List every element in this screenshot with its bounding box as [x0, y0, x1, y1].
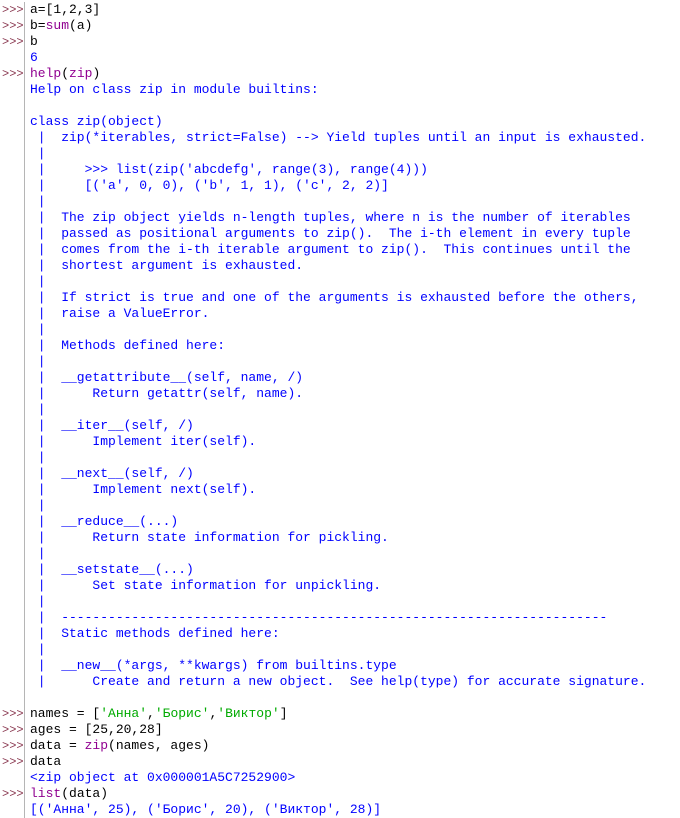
shell-line — [0, 130, 680, 146]
code-segment-code: data = — [30, 738, 85, 753]
gutter-cell — [0, 450, 25, 466]
shell-line — [0, 498, 680, 514]
shell-line — [0, 626, 680, 642]
gutter-cell — [0, 114, 25, 130]
line-content — [25, 226, 631, 242]
code-segment-output: | — [30, 194, 46, 209]
gutter-cell — [0, 578, 25, 594]
code-segment-output: 6 — [30, 50, 38, 65]
shell-line — [0, 242, 680, 258]
shell-line — [0, 370, 680, 386]
gutter-cell — [0, 306, 25, 322]
gutter-cell — [0, 130, 25, 146]
shell-line — [0, 322, 680, 338]
code-segment-code: names = [ — [30, 706, 101, 721]
line-content — [25, 626, 280, 642]
shell-prompt: >>> — [2, 67, 24, 81]
shell-prompt: >>> — [2, 3, 24, 17]
code-segment-output: | — [30, 498, 46, 513]
code-segment-builtin: list — [30, 786, 62, 801]
gutter-cell — [0, 338, 25, 354]
gutter-cell — [0, 290, 25, 306]
code-segment-output: | Return state information for pickling. — [30, 530, 389, 545]
code-segment-code: ( — [61, 66, 70, 81]
line-content — [25, 34, 38, 50]
code-segment-output: | — [30, 546, 46, 561]
shell-line — [0, 450, 680, 466]
line-content — [25, 162, 428, 178]
code-segment-output: | __reduce__(...) — [30, 514, 179, 529]
line-content — [25, 434, 256, 450]
shell-line — [0, 18, 680, 34]
shell-prompt: >>> — [2, 787, 24, 801]
shell-line — [0, 722, 680, 738]
code-segment-output: [('Анна', 25), ('Борис', 20), ('Виктор', 28)] — [30, 802, 382, 817]
shell-line — [0, 354, 680, 370]
shell-line — [0, 274, 680, 290]
code-segment-code: (data) — [61, 786, 109, 801]
code-segment-builtin: help — [30, 66, 62, 81]
line-content — [25, 66, 100, 82]
line-content — [25, 210, 631, 226]
code-segment-code: a=[1,2,3] — [30, 2, 101, 17]
line-content — [25, 594, 46, 610]
gutter-cell — [0, 322, 25, 338]
gutter-cell — [0, 610, 25, 626]
line-content — [25, 82, 319, 98]
gutter-cell — [0, 258, 25, 274]
code-segment-output: | — [30, 450, 46, 465]
gutter-cell — [0, 274, 25, 290]
shell-line — [0, 418, 680, 434]
line-content — [25, 290, 639, 306]
line-content — [25, 674, 646, 690]
shell-line — [0, 258, 680, 274]
gutter-cell — [0, 466, 25, 482]
shell-line — [0, 786, 680, 802]
shell-line — [0, 642, 680, 658]
shell-line — [0, 738, 680, 754]
code-segment-output: | — [30, 322, 46, 337]
line-content — [25, 450, 46, 466]
line-content — [25, 658, 397, 674]
gutter-cell — [0, 498, 25, 514]
shell-line — [0, 338, 680, 354]
line-content — [25, 2, 100, 18]
line-content — [25, 482, 256, 498]
line-content — [25, 642, 46, 658]
gutter-cell — [0, 802, 25, 818]
code-segment-output: | The zip object yields n-length tuples, where n is the number of iterables — [30, 210, 631, 225]
shell-line — [0, 34, 680, 50]
shell-line — [0, 146, 680, 162]
code-segment-builtin: zip — [69, 66, 93, 81]
code-segment-output: | Set state information for unpickling. — [30, 578, 382, 593]
line-content — [25, 146, 46, 162]
code-segment-output: | Implement next(self). — [30, 482, 257, 497]
gutter-cell — [0, 386, 25, 402]
gutter-cell — [0, 770, 25, 786]
shell-line — [0, 402, 680, 418]
code-segment-output: | Implement iter(self). — [30, 434, 257, 449]
line-content — [25, 194, 46, 210]
code-segment-output: | comes from the i-th iterable argument to zip(). This continues until the — [30, 242, 631, 257]
code-segment-code: b — [30, 34, 38, 49]
gutter-cell — [0, 194, 25, 210]
shell-line — [0, 178, 680, 194]
shell-line — [0, 194, 680, 210]
line-content — [25, 338, 225, 354]
shell-line — [0, 434, 680, 450]
shell-line — [0, 514, 680, 530]
shell-line — [0, 82, 680, 98]
shell-line — [0, 50, 680, 66]
code-segment-code: ages = [25,20,28] — [30, 722, 163, 737]
line-content — [25, 722, 163, 738]
shell-line — [0, 114, 680, 130]
gutter-cell — [0, 546, 25, 562]
line-content — [25, 738, 209, 754]
gutter-cell — [0, 226, 25, 242]
code-segment-output: Help on class zip in module builtins: — [30, 82, 319, 97]
gutter-cell — [0, 434, 25, 450]
shell-line — [0, 466, 680, 482]
gutter-cell — [0, 242, 25, 258]
gutter-cell — [0, 658, 25, 674]
code-segment-string: 'Борис' — [154, 706, 210, 721]
line-content — [25, 306, 209, 322]
line-content — [25, 50, 38, 66]
code-segment-builtin: zip — [84, 738, 109, 753]
line-content — [25, 18, 92, 34]
code-segment-output: | __new__(*args, **kwargs) from builtins.type — [30, 658, 397, 673]
gutter-cell — [0, 562, 25, 578]
line-content — [25, 322, 46, 338]
line-content — [25, 242, 631, 258]
code-segment-output: | __getattribute__(self, name, /) — [30, 370, 304, 385]
line-content — [25, 114, 163, 130]
line-content — [25, 610, 607, 626]
line-content — [25, 274, 46, 290]
code-segment-output: | __setstate__(...) — [30, 562, 194, 577]
code-segment-output: | — [30, 354, 46, 369]
code-segment-output: | Create and return a new object. See help(type) for accurate signature. — [30, 674, 647, 689]
shell-line — [0, 386, 680, 402]
gutter-cell — [0, 690, 25, 706]
gutter-cell — [0, 418, 25, 434]
shell-prompt: >>> — [2, 755, 24, 769]
shell-line — [0, 162, 680, 178]
code-segment-code: b= — [30, 18, 46, 33]
code-segment-builtin: sum — [45, 18, 70, 33]
shell-line — [0, 706, 680, 722]
code-segment-string: 'Анна' — [100, 706, 148, 721]
shell-prompt: >>> — [2, 707, 24, 721]
code-segment-output: | >>> list(zip('abcdefg', range(3), range(4))) — [30, 162, 428, 177]
shell-line — [0, 802, 680, 818]
line-content — [25, 754, 61, 770]
shell-line — [0, 578, 680, 594]
gutter-cell — [0, 514, 25, 530]
code-segment-output: | — [30, 146, 46, 161]
code-segment-output: | ---------------------------------------------------------------------- — [30, 610, 608, 625]
line-content — [25, 578, 381, 594]
code-segment-output: <zip object at 0x000001A5C7252900> — [30, 770, 296, 785]
gutter-cell — [0, 210, 25, 226]
line-content — [25, 706, 288, 722]
code-segment-output: | — [30, 402, 46, 417]
line-content — [25, 370, 303, 386]
gutter-cell — [0, 354, 25, 370]
shell-line — [0, 290, 680, 306]
gutter-cell — [0, 370, 25, 386]
line-content — [25, 546, 46, 562]
code-segment-output: | raise a ValueError. — [30, 306, 210, 321]
shell-line — [0, 610, 680, 626]
shell-prompt: >>> — [2, 19, 24, 33]
gutter-cell — [0, 674, 25, 690]
code-segment-output: | Return getattr(self, name). — [30, 386, 304, 401]
gutter-cell — [0, 530, 25, 546]
line-content — [25, 402, 46, 418]
gutter-cell — [0, 402, 25, 418]
code-segment-code: (a) — [69, 18, 93, 33]
code-segment-code: , — [147, 706, 155, 721]
line-content — [25, 418, 194, 434]
line-content — [25, 786, 108, 802]
line-content — [25, 514, 178, 530]
shell-line — [0, 210, 680, 226]
shell-line — [0, 98, 680, 114]
code-segment-output: | Methods defined here: — [30, 338, 226, 353]
line-content — [25, 386, 303, 402]
shell-line — [0, 562, 680, 578]
code-segment-code: ) — [92, 66, 101, 81]
line-content — [25, 178, 389, 194]
shell-line — [0, 2, 680, 18]
gutter-cell — [0, 626, 25, 642]
code-segment-output: class zip(object) — [30, 114, 163, 129]
shell-line — [0, 658, 680, 674]
line-content — [25, 770, 295, 786]
shell-line — [0, 306, 680, 322]
code-segment-output: | zip(*iterables, strict=False) --> Yield tuples until an input is exhausted. — [30, 130, 647, 145]
shell-line — [0, 66, 680, 82]
line-content — [25, 130, 646, 146]
shell-prompt: >>> — [2, 739, 24, 753]
line-content — [25, 530, 389, 546]
shell-line — [0, 690, 680, 706]
code-segment-output: | [('a', 0, 0), ('b', 1, 1), ('c', 2, 2)] — [30, 178, 389, 193]
code-segment-string: 'Виктор' — [217, 706, 280, 721]
line-content — [25, 258, 303, 274]
code-segment-code: data — [30, 754, 62, 769]
shell-prompt: >>> — [2, 723, 24, 737]
code-segment-output: | passed as positional arguments to zip(). The i-th element in every tuple — [30, 226, 631, 241]
shell-prompt: >>> — [2, 35, 24, 49]
code-segment-output: | — [30, 642, 46, 657]
code-segment-output: | __iter__(self, /) — [30, 418, 194, 433]
code-segment-output: | — [30, 274, 46, 289]
code-segment-output: | __next__(self, /) — [30, 466, 194, 481]
shell-line — [0, 770, 680, 786]
code-segment-code: , — [209, 706, 218, 721]
line-content — [25, 466, 194, 482]
code-segment-output: | Static methods defined here: — [30, 626, 280, 641]
gutter-cell — [0, 594, 25, 610]
line-content — [25, 802, 381, 818]
gutter-cell — [0, 98, 25, 114]
shell-line — [0, 546, 680, 562]
code-segment-code: (names, ages) — [108, 738, 210, 753]
shell-line — [0, 674, 680, 690]
shell-line — [0, 226, 680, 242]
code-segment-output: | — [30, 594, 46, 609]
gutter-cell — [0, 642, 25, 658]
gutter-cell — [0, 178, 25, 194]
shell-line — [0, 594, 680, 610]
code-segment-output: | shortest argument is exhausted. — [30, 258, 304, 273]
gutter-cell — [0, 146, 25, 162]
line-content — [25, 562, 194, 578]
gutter-cell — [0, 82, 25, 98]
gutter-cell — [0, 482, 25, 498]
gutter-cell — [0, 50, 25, 66]
line-content — [25, 354, 46, 370]
code-segment-code: ] — [279, 706, 288, 721]
code-segment-output: | If strict is true and one of the arguments is exhausted before the others, — [30, 290, 639, 305]
line-content — [25, 498, 46, 514]
shell-line — [0, 530, 680, 546]
shell-line — [0, 754, 680, 770]
gutter-cell — [0, 162, 25, 178]
shell-line — [0, 482, 680, 498]
